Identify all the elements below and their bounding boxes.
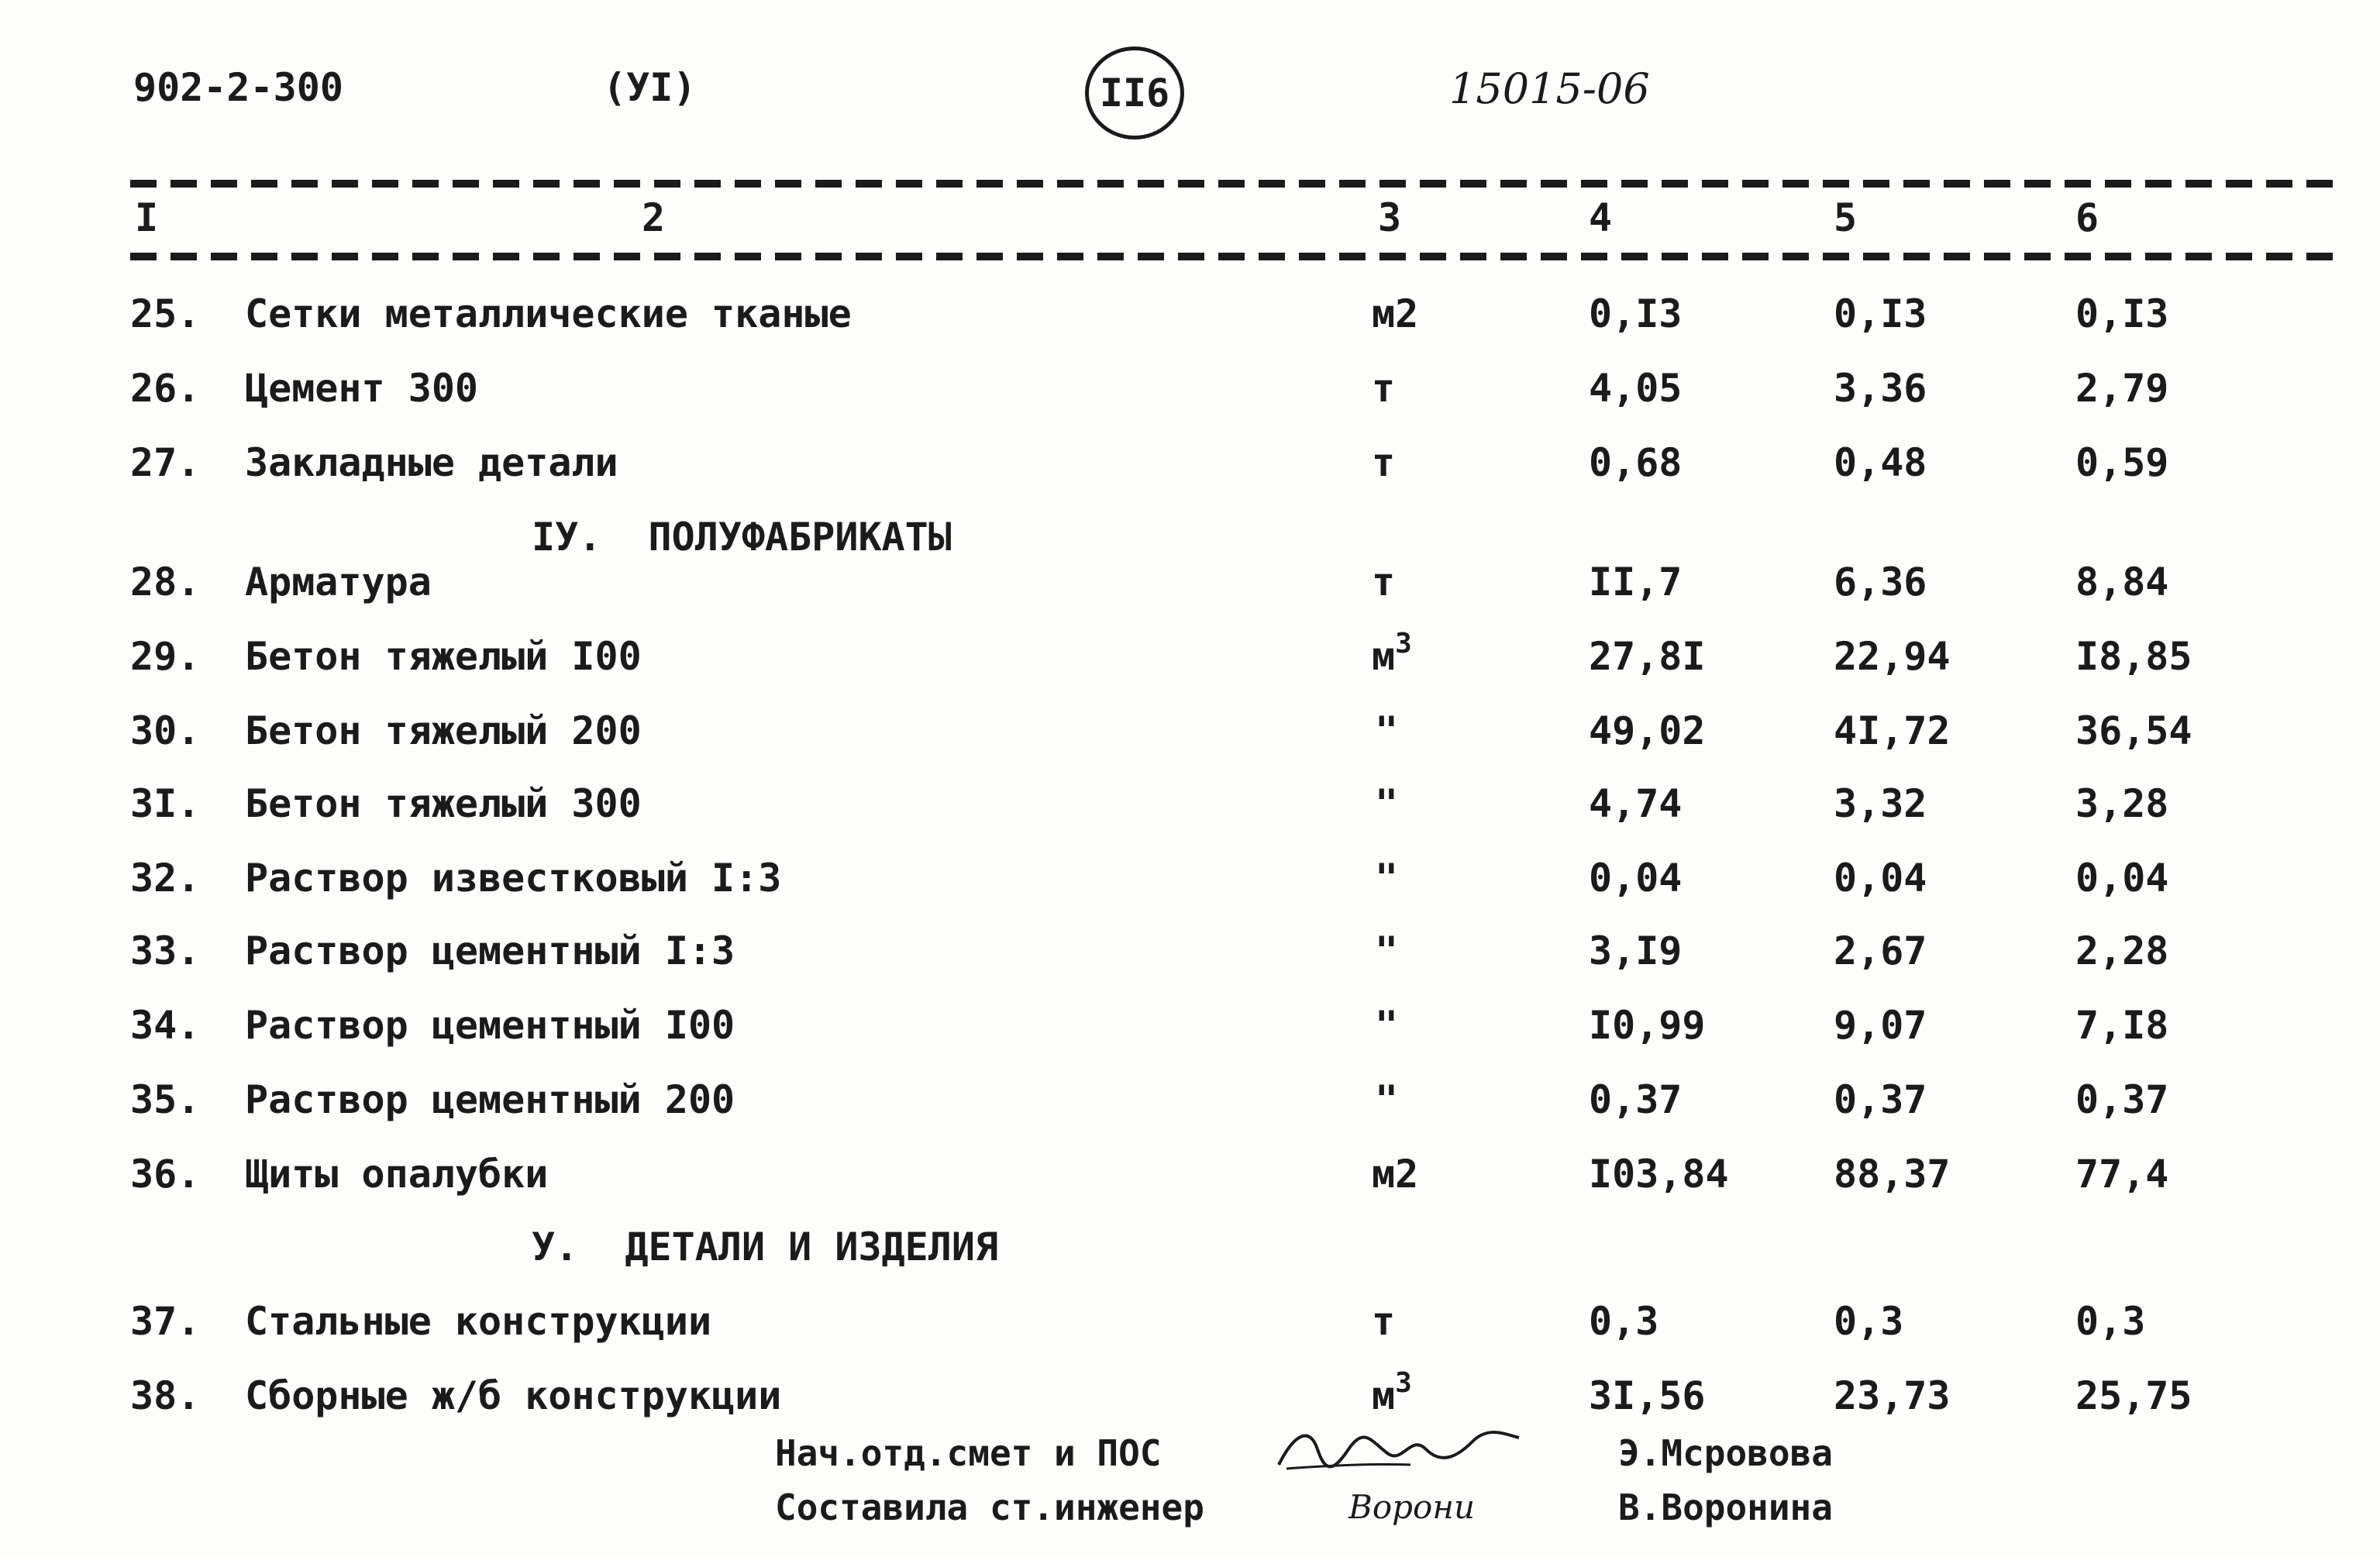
value-col-5: 4I,72 — [1834, 708, 1951, 753]
value-col-5: 9,07 — [1834, 1003, 1927, 1048]
footer-name-2: В.Воронина — [1618, 1486, 1833, 1528]
unit: т — [1372, 366, 1396, 411]
column-header-1: I — [135, 195, 159, 240]
row-number: 3I. — [130, 781, 201, 826]
value-col-6: 36,54 — [2075, 708, 2192, 753]
value-col-4: 3,I9 — [1589, 928, 1683, 973]
footer-name-1: Э.Мсровова — [1618, 1432, 1833, 1474]
item-name: Щиты опалубки — [245, 1152, 549, 1197]
value-col-6: 2,28 — [2075, 928, 2169, 973]
row-number: 29. — [130, 634, 201, 679]
value-col-5: 3,32 — [1834, 781, 1927, 826]
value-col-4: 4,05 — [1589, 366, 1683, 411]
column-header-4: 4 — [1589, 195, 1613, 240]
footer-role-1: Нач.отд.смет и ПОС — [775, 1432, 1162, 1474]
item-name: Бетон тяжелый 200 — [245, 708, 642, 753]
header-top-rule — [130, 180, 2347, 188]
column-header-5: 5 — [1834, 195, 1858, 240]
value-col-5: 0,I3 — [1834, 291, 1927, 336]
item-name: Бетон тяжелый I00 — [245, 634, 642, 679]
value-col-6: I8,85 — [2075, 634, 2192, 679]
unit-superscript: 3 — [1395, 628, 1412, 660]
row-number: 38. — [130, 1373, 201, 1418]
row-number: 33. — [130, 928, 201, 973]
value-col-5: 3,36 — [1834, 366, 1927, 411]
row-number: 35. — [130, 1077, 201, 1122]
item-name: Стальные конструкции — [245, 1299, 712, 1344]
value-col-4: 0,3 — [1589, 1299, 1659, 1344]
unit-ditto: " — [1375, 856, 1399, 901]
value-col-4: I0,99 — [1589, 1003, 1706, 1048]
reference-number: 15015-06 — [1449, 64, 1650, 113]
value-col-4: 0,04 — [1589, 856, 1683, 901]
unit-base: м — [1372, 634, 1396, 679]
signature-2: Ворони — [1348, 1488, 1476, 1526]
item-name: Раствор известковый I:3 — [245, 856, 782, 901]
value-col-5: 0,48 — [1834, 440, 1927, 485]
document-code: 902-2-300 — [133, 65, 343, 110]
column-header-3: 3 — [1378, 195, 1402, 240]
unit: т — [1372, 1299, 1396, 1344]
section-number: У. — [532, 1225, 579, 1269]
item-name: Арматура — [245, 560, 432, 605]
item-name: Раствор цементный I00 — [245, 1003, 735, 1048]
value-col-6: 77,4 — [2075, 1152, 2169, 1197]
value-col-6: 2,79 — [2075, 366, 2169, 411]
section-heading — [532, 515, 952, 560]
unit — [1372, 628, 1412, 679]
section-heading — [532, 1225, 999, 1269]
value-col-6: 25,75 — [2075, 1373, 2192, 1418]
value-col-5: 23,73 — [1834, 1373, 1951, 1418]
row-number: 25. — [130, 291, 201, 336]
value-col-4: 0,37 — [1589, 1077, 1683, 1122]
value-col-4: 49,02 — [1589, 708, 1706, 753]
value-col-5: 2,67 — [1834, 928, 1927, 973]
row-number: 37. — [130, 1299, 201, 1344]
unit: м2 — [1372, 291, 1419, 336]
item-name: Раствор цементный 200 — [245, 1077, 735, 1122]
section-code: (УI) — [603, 65, 697, 110]
section-title: ПОЛУФАБРИКАТЫ — [648, 515, 952, 560]
value-col-4: 4,74 — [1589, 781, 1683, 826]
value-col-4: 3I,56 — [1589, 1373, 1706, 1418]
value-col-6: 3,28 — [2075, 781, 2169, 826]
row-number: 26. — [130, 366, 201, 411]
row-number: 28. — [130, 560, 201, 605]
value-col-5: 6,36 — [1834, 560, 1927, 605]
value-col-4: II,7 — [1589, 560, 1683, 605]
value-col-5: 0,3 — [1834, 1299, 1904, 1344]
value-col-6: 0,I3 — [2075, 291, 2169, 336]
value-col-4: 0,68 — [1589, 440, 1683, 485]
row-number: 27. — [130, 440, 201, 485]
item-name: Закладные детали — [245, 440, 618, 485]
signature-1 — [1271, 1418, 1527, 1480]
value-col-5: 22,94 — [1834, 634, 1951, 679]
value-col-5: 0,37 — [1834, 1077, 1927, 1122]
unit-ditto: " — [1375, 928, 1399, 973]
unit-ditto: " — [1375, 708, 1399, 753]
page-number: II6 — [1099, 71, 1170, 115]
value-col-5: 0,04 — [1834, 856, 1927, 901]
unit: т — [1372, 560, 1396, 605]
section-title: ДЕТАЛИ И ИЗДЕЛИЯ — [625, 1225, 999, 1269]
unit-superscript: 3 — [1395, 1367, 1412, 1399]
unit-ditto: " — [1375, 1077, 1399, 1122]
page-number-circle — [1085, 47, 1184, 140]
value-col-6: 7,I8 — [2075, 1003, 2169, 1048]
value-col-6: 0,04 — [2075, 856, 2169, 901]
item-name: Сборные ж/б конструкции — [245, 1373, 782, 1418]
value-col-6: 0,3 — [2075, 1299, 2146, 1344]
value-col-5: 88,37 — [1834, 1152, 1951, 1197]
column-header-6: 6 — [2075, 195, 2099, 240]
item-name: Раствор цементный I:3 — [245, 928, 735, 973]
unit: м2 — [1372, 1152, 1419, 1197]
value-col-4: 0,I3 — [1589, 291, 1683, 336]
item-name: Цемент 300 — [245, 366, 479, 411]
column-header-2: 2 — [642, 195, 666, 240]
unit-ditto: " — [1375, 1003, 1399, 1048]
value-col-6: 0,59 — [2075, 440, 2169, 485]
value-col-6: 0,37 — [2075, 1077, 2169, 1122]
unit-base: м — [1372, 1373, 1396, 1418]
unit: т — [1372, 440, 1396, 485]
unit-ditto: " — [1375, 781, 1399, 826]
item-name: Сетки металлические тканые — [245, 291, 852, 336]
value-col-4: I03,84 — [1589, 1152, 1729, 1197]
row-number: 30. — [130, 708, 201, 753]
section-number: IУ. — [532, 515, 602, 560]
value-col-4: 27,8I — [1589, 634, 1706, 679]
row-number: 34. — [130, 1003, 201, 1048]
header-bottom-rule — [130, 253, 2347, 260]
row-number: 36. — [130, 1152, 201, 1197]
unit — [1372, 1367, 1412, 1418]
item-name: Бетон тяжелый 300 — [245, 781, 642, 826]
row-number: 32. — [130, 856, 201, 901]
footer-role-2: Составила ст.инженер — [775, 1486, 1204, 1528]
value-col-6: 8,84 — [2075, 560, 2169, 605]
